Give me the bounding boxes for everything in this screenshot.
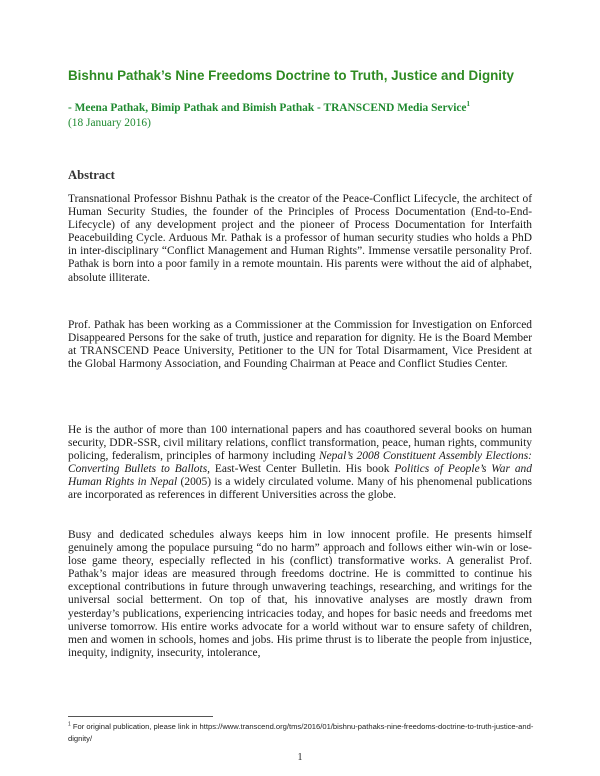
abstract-paragraph-2: Prof. Pathak has been working as a Commissioner at the Commission for Investigation on Enforced Disappeared Persons for the sake of truth, justice and reparation for dignity. He is the Board Member at TRANSCEND Peace University, Petitioner to the UN for Total Disarmament, Vice President at the Global Harmony Association, and Founding Chairman at Peace and Conflict Studies Center. <box>68 319 532 371</box>
page-number: 1 <box>297 752 303 763</box>
abstract-paragraph-3 <box>68 424 532 503</box>
book-title-italic: Nepal’s 2008 Constituent Assembly Elections: Converting Bullets to Ballots, <box>68 450 532 476</box>
abstract-heading: Abstract <box>68 168 115 182</box>
footnote <box>68 721 538 745</box>
author-names: - Meena Pathak, Bimip Pathak and Bimish Pathak - TRANSCEND Media Service <box>68 102 467 114</box>
paragraph-text: East-West Center Bulletin. His book <box>210 463 395 476</box>
book-title-italic: Politics of People’s War and Human Rights in Nepal <box>68 463 532 489</box>
abstract-paragraph-4: Busy and dedicated schedules always keeps him in low innocent profile. He presents himself genuinely among the populace pursuing “do no harm” approach and follows either win-win or lose-lose game theory, especially reflected in his (conflict) transformative works. A generalist Prof. Pathak’s major ideas are measured through freedoms doctrine. He is committed to continue his exceptional contributions in future through unwavering teachings, researching, and writings for the universal social betterment. On top of that, his innovative analyses are mostly drawn from yesterday’s publications, experiencing intricacies today, and hopes for basic needs and freedoms met universe tomorrow. His entire works advocate for a world without war to ensure safety of children, men and women in schools, homes and jobs. His prime thrust is to liberate the people from injustice, inequity, indignity, insecurity, intolerance, <box>68 529 532 659</box>
paragraph-text: He is the author of more than 100 international papers and has coauthored several books on human security, DDR-SSR, civil military relations, conflict transformation, peace, human rights, community policing, federalism, principles of harmony including <box>68 424 532 463</box>
footnote-text[interactable]: For original publication, please link in https://www.transcend.org/tms/2016/01/bishnu-pathaks-nine-freedoms-doctrine-to-truth-justice-and-dignity/ <box>68 722 534 743</box>
paragraph-text: (2005) is a widely circulated volume. Many of his phenomenal publications are incorporated as references in different Universities across the globe. <box>68 476 532 502</box>
abstract-paragraph-1: Transnational Professor Bishnu Pathak is the creator of the Peace-Conflict Lifecycle, the architect of Human Security Studies, the founder of the Principles of Process Documentation (End-to-End-Lifecycle) of any development project and the pioneer of Process Documentation for Interfaith Peacebuilding Cycle. Arduous Mr. Pathak is a professor of human security studies who holds a PhD in inter-disciplinary “Conflict Management and Human Rights”. Immense versatile personality Prof. Pathak is born into a poor family in a remote mountain. His parents were without the aid of alphabet, absolute illiterate. <box>68 193 532 284</box>
footnote-reference[interactable]: 1 <box>466 100 470 109</box>
author-line <box>68 102 548 114</box>
footnote-marker: 1 <box>68 721 71 728</box>
publication-date: (18 January 2016) <box>68 117 151 129</box>
footnote-divider <box>68 716 213 717</box>
document-title: Bishnu Pathak’s Nine Freedoms Doctrine to Truth, Justice and Dignity <box>68 68 514 83</box>
